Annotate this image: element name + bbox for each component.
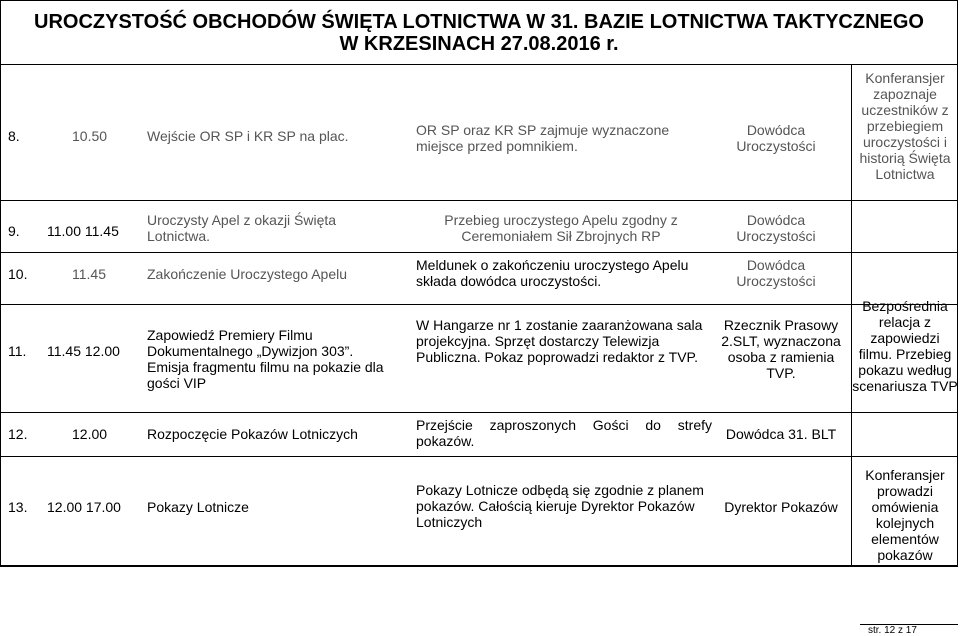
page-number: str. 12 z 17 xyxy=(860,624,958,635)
row-event: Uroczysty Apel z okazji Święta Lotnictwa. xyxy=(147,212,337,244)
table-row xyxy=(0,201,958,253)
document-header xyxy=(0,0,958,65)
row-responsible: Rzecznik Prasowy 2.SLT, wyznaczona osoba z ramienia TVP. xyxy=(721,317,841,381)
row-number: 12. xyxy=(8,426,28,442)
row-notes: Konferansjer prowadzi omówienia kolejnych elementów pokazów xyxy=(865,467,945,563)
row-responsible: Dowódca Uroczystości xyxy=(736,122,816,154)
row-number: 11. xyxy=(8,343,27,359)
row-number: 10. xyxy=(8,266,28,282)
table-row xyxy=(0,253,958,305)
row-responsible: Dyrektor Pokazów xyxy=(724,499,838,515)
row-description: OR SP oraz KR SP zajmuje wyznaczone miejsce przed pomnikiem. xyxy=(416,122,670,154)
row-time: 12.00 17.00 xyxy=(47,499,121,515)
row-event: Wejście OR SP i KR SP na plac. xyxy=(147,128,349,144)
row-notes: Bezpośrednia relacja z zapowiedzi filmu. Przebieg pokazu według scenariusza TVP xyxy=(852,298,958,394)
row-description: Przebieg uroczystego Apelu zgodny z Ceremoniałem Sił Zbrojnych RP xyxy=(444,212,678,244)
title-line-1: UROCZYSTOŚĆ OBCHODÓW ŚWIĘTA LOTNICTWA W 31. BAZIE LOTNICTWA TAKTYCZNEGO xyxy=(34,10,924,33)
row-notes: Konferansjer zapoznaje uczestników z przebiegiem uroczystości i historią Święta Lotnictwa xyxy=(859,70,951,182)
table-row xyxy=(0,298,958,413)
title-line-2: W KRZESINACH 27.08.2016 r. xyxy=(339,32,619,55)
row-number: 9. xyxy=(8,223,20,239)
row-description: W Hangarze nr 1 zostanie zaaranżowana sala projekcyjna. Sprzęt dostarczy Telewizja Publiczna. Pokaz poprowadzi redaktor z TVP. xyxy=(416,317,703,365)
row-description: Pokazy Lotnicze odbędą się zgodnie z planem pokazów. Całością kieruje Dyrektor Pokazów Lotniczych xyxy=(416,482,704,530)
table-row xyxy=(0,65,958,201)
table-row xyxy=(0,413,958,457)
row-event: Pokazy Lotnicze xyxy=(147,499,249,515)
row-number: 13. xyxy=(8,499,28,515)
table-row xyxy=(0,457,958,567)
row-description: Przejście zaproszonych Gości do strefy pokazów. xyxy=(416,417,712,449)
row-time: 10.50 xyxy=(72,128,108,144)
row-responsible: Dowódca Uroczystości xyxy=(736,212,816,244)
row-responsible: Dowódca 31. BLT xyxy=(725,426,837,442)
row-event: Rozpoczęcie Pokazów Lotniczych xyxy=(147,426,358,442)
row-responsible: Dowódca Uroczystości xyxy=(736,257,816,289)
row-time: 11.45 xyxy=(72,266,106,282)
row-event: Zapowiedź Premiery Filmu Dokumentalnego „Dywizjon 303”. Emisja fragmentu filmu na pokazie dla gości VIP xyxy=(147,327,384,391)
row-event: Zakończenie Uroczystego Apelu xyxy=(147,266,347,282)
row-number: 8. xyxy=(8,128,20,144)
row-time: 12.00 xyxy=(72,426,108,442)
row-description: Meldunek o zakończeniu uroczystego Apelu składa dowódca uroczystości. xyxy=(416,257,689,289)
row-time: 11.45 12.00 xyxy=(47,343,120,359)
row-time: 11.00 11.45 xyxy=(47,223,119,239)
